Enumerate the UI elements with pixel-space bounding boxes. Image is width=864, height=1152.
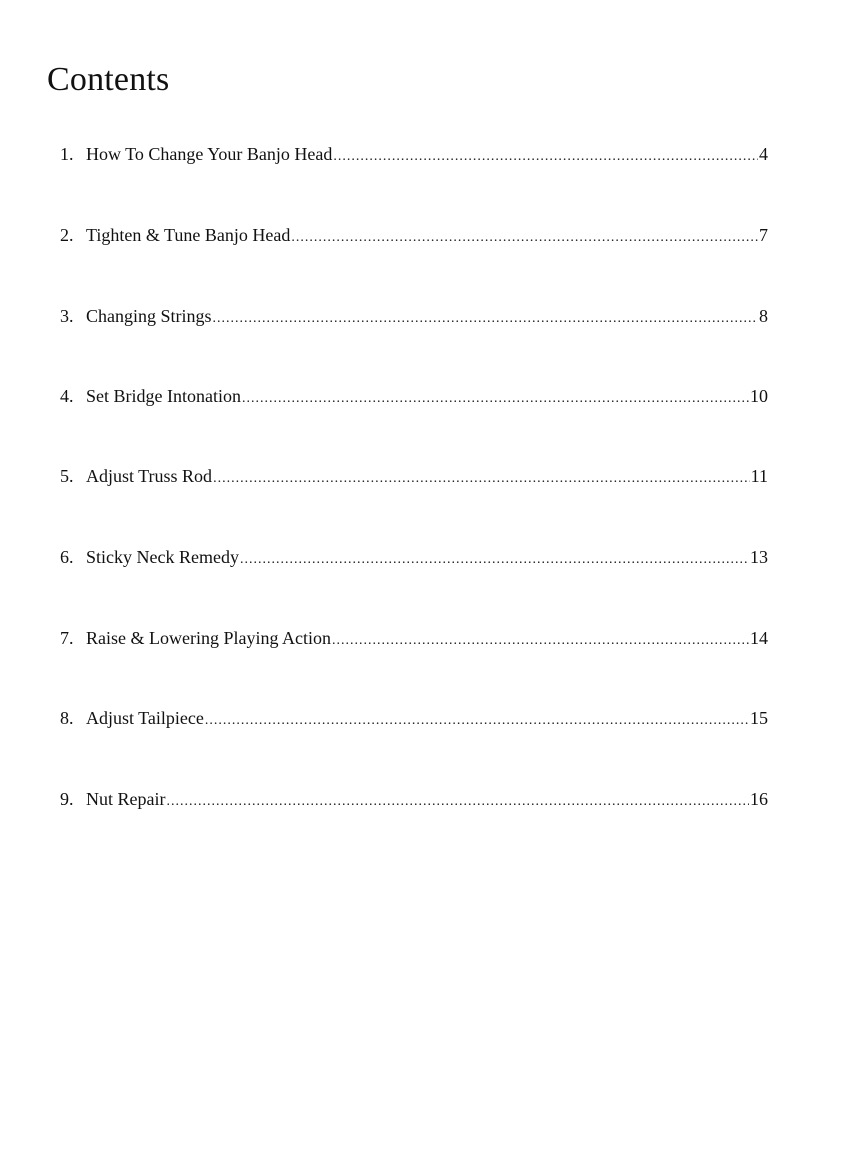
toc-entry-label: Adjust Tailpiece <box>86 708 204 728</box>
toc-entry-label: Set Bridge Intonation <box>86 386 241 406</box>
dot-leader <box>332 633 749 649</box>
toc-entry-page: 13 <box>750 547 768 567</box>
dot-leader <box>166 794 749 810</box>
dot-leader <box>333 149 758 165</box>
toc-entry-9[interactable] <box>60 789 768 813</box>
toc-entry-number: 6. <box>60 547 74 567</box>
toc-entry-page: 11 <box>750 466 768 486</box>
toc-entry-3[interactable] <box>60 306 768 330</box>
toc-entry-page: 14 <box>750 628 768 648</box>
toc-entry-label: Sticky Neck Remedy <box>86 547 239 567</box>
toc-entry-page: 16 <box>750 789 768 809</box>
toc-entry-2[interactable] <box>60 225 768 249</box>
toc-entry-6[interactable] <box>60 547 768 571</box>
toc-entry-number: 8. <box>60 708 74 728</box>
toc-entry-label: Tighten & Tune Banjo Head <box>86 225 291 245</box>
toc-entry-page: 7 <box>759 225 768 245</box>
toc-entry-page: 8 <box>759 306 768 326</box>
toc-entry-number: 5. <box>60 466 74 486</box>
toc-entry-number: 1. <box>60 144 74 164</box>
toc-entry-number: 2. <box>60 225 74 245</box>
dot-leader <box>205 713 749 729</box>
dot-leader <box>213 311 758 327</box>
toc-entry-4[interactable] <box>60 386 768 410</box>
toc-entry-number: 3. <box>60 306 74 326</box>
toc-entry-number: 7. <box>60 628 74 648</box>
dot-leader <box>213 471 750 487</box>
toc-entry-page: 10 <box>750 386 768 406</box>
dot-leader <box>240 552 749 568</box>
page-title: Contents <box>47 60 170 98</box>
toc-entry-5[interactable] <box>60 466 768 490</box>
dot-leader <box>291 230 758 246</box>
dot-leader <box>242 391 749 407</box>
toc-entry-page: 15 <box>750 708 768 728</box>
toc-entry-1[interactable] <box>60 144 768 168</box>
toc-entry-number: 4. <box>60 386 74 406</box>
toc-entry-label: How To Change Your Banjo Head <box>86 144 333 164</box>
toc-entry-8[interactable] <box>60 708 768 732</box>
toc-entry-label: Raise & Lowering Playing Action <box>86 628 331 648</box>
toc-entry-label: Nut Repair <box>86 789 166 809</box>
toc-entry-number: 9. <box>60 789 74 809</box>
toc-entry-7[interactable] <box>60 628 768 652</box>
toc-entry-label: Changing Strings <box>86 306 212 326</box>
toc-entry-label: Adjust Truss Rod <box>86 466 213 486</box>
toc-entry-page: 4 <box>759 144 768 164</box>
